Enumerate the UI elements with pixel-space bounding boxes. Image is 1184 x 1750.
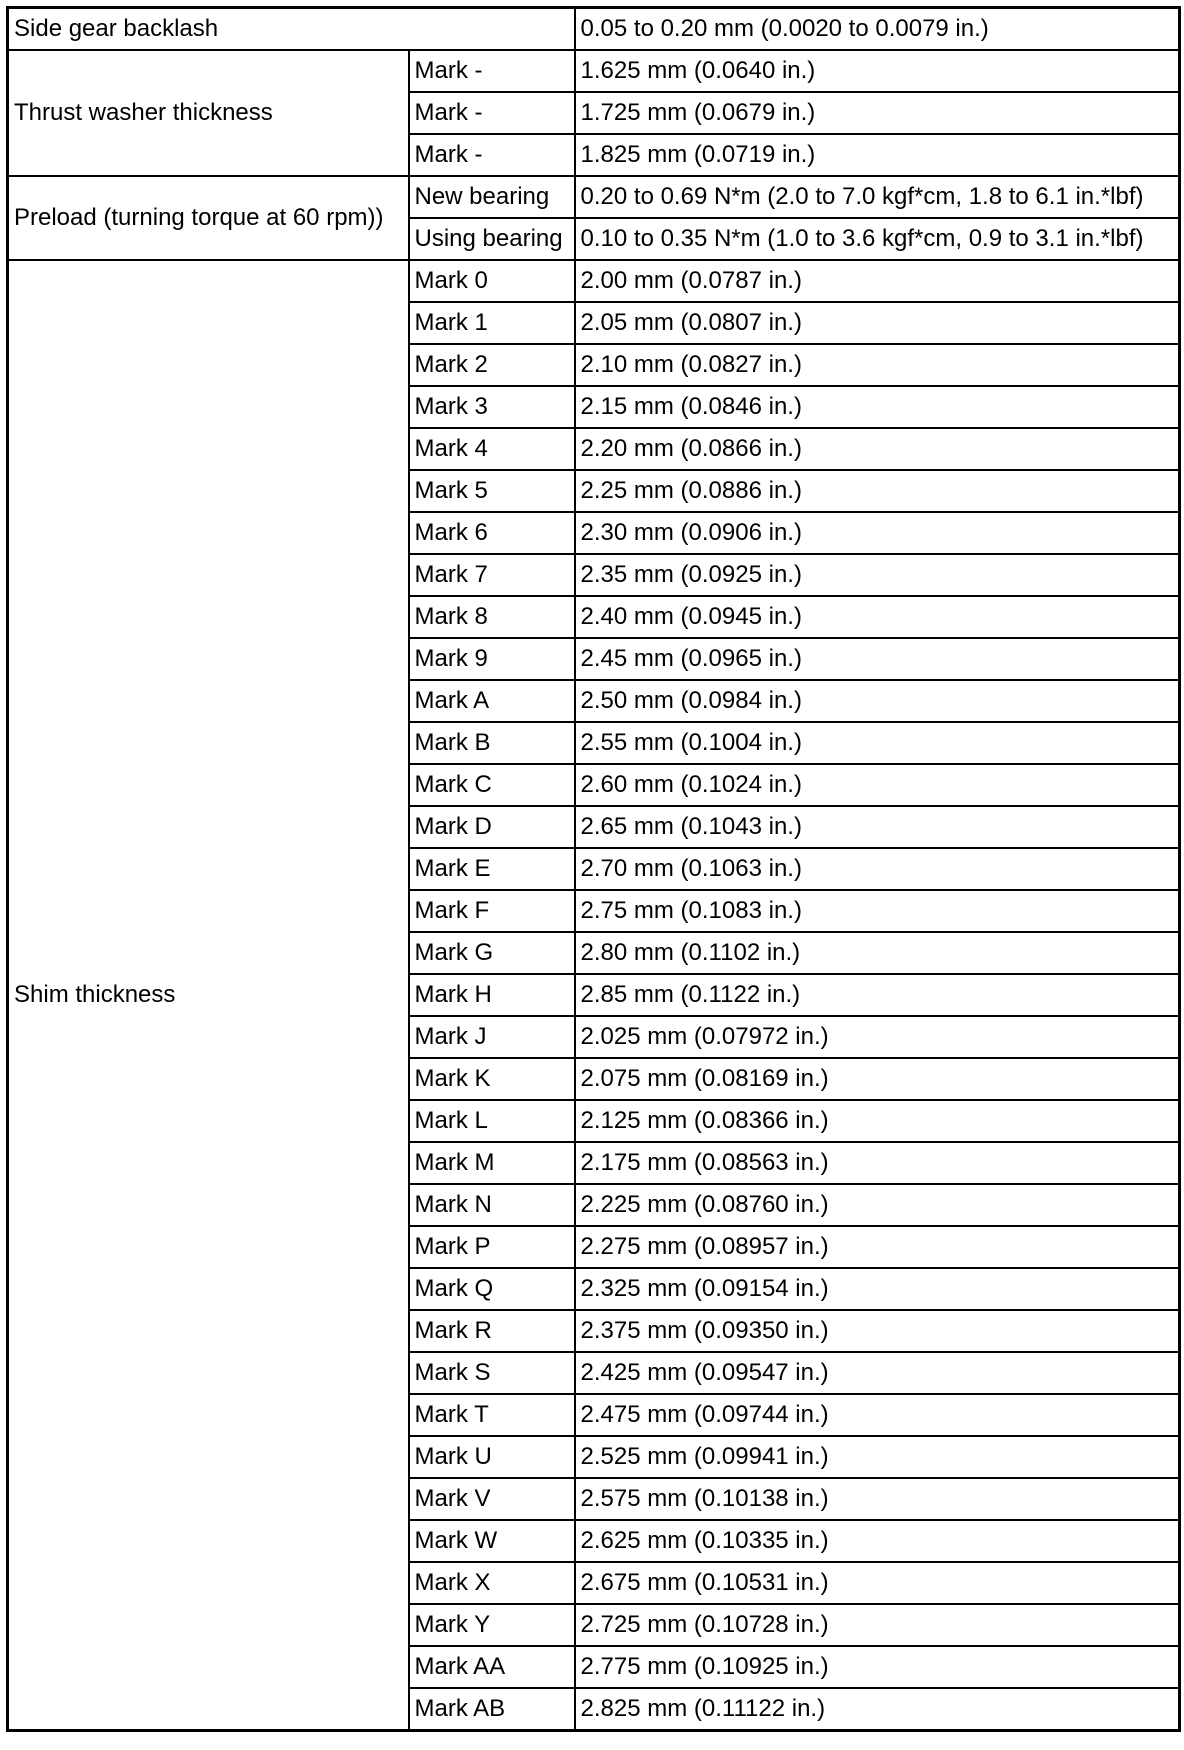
spec-table [6,6,1181,1732]
shim-value: 2.80 mm (0.1102 in.) [575,932,1180,974]
row-side-gear-backlash [8,8,1180,51]
thrust-washer-label: Thrust washer thickness [8,50,409,176]
shim-value: 2.325 mm (0.09154 in.) [575,1268,1180,1310]
shim-value: 2.625 mm (0.10335 in.) [575,1520,1180,1562]
thrust-washer-mark: Mark - [409,50,575,92]
shim-value: 2.00 mm (0.0787 in.) [575,260,1180,302]
thrust-washer-mark: Mark - [409,92,575,134]
shim-value: 2.60 mm (0.1024 in.) [575,764,1180,806]
shim-mark: Mark H [409,974,575,1016]
preload-label: Preload (turning torque at 60 rpm)) [8,176,409,260]
shim-mark: Mark F [409,890,575,932]
shim-label: Shim thickness [8,260,409,1731]
shim-mark: Mark 1 [409,302,575,344]
shim-value: 2.825 mm (0.11122 in.) [575,1688,1180,1731]
shim-value: 2.575 mm (0.10138 in.) [575,1478,1180,1520]
shim-mark: Mark T [409,1394,575,1436]
shim-value: 2.45 mm (0.0965 in.) [575,638,1180,680]
shim-mark: Mark 6 [409,512,575,554]
shim-value: 2.15 mm (0.0846 in.) [575,386,1180,428]
shim-mark: Mark C [409,764,575,806]
preload-row [8,176,1180,218]
shim-mark: Mark 7 [409,554,575,596]
shim-value: 2.50 mm (0.0984 in.) [575,680,1180,722]
shim-value: 2.775 mm (0.10925 in.) [575,1646,1180,1688]
shim-value: 2.05 mm (0.0807 in.) [575,302,1180,344]
shim-value: 2.35 mm (0.0925 in.) [575,554,1180,596]
thrust-washer-mark: Mark - [409,134,575,176]
shim-mark: Mark K [409,1058,575,1100]
shim-mark: Mark 5 [409,470,575,512]
shim-mark: Mark P [409,1226,575,1268]
shim-value: 2.475 mm (0.09744 in.) [575,1394,1180,1436]
shim-mark: Mark B [409,722,575,764]
shim-mark: Mark D [409,806,575,848]
shim-mark: Mark 9 [409,638,575,680]
thrust-washer-value: 1.625 mm (0.0640 in.) [575,50,1180,92]
shim-mark: Mark L [409,1100,575,1142]
shim-mark: Mark N [409,1184,575,1226]
shim-mark: Mark 4 [409,428,575,470]
thrust-washer-row [8,50,1180,92]
shim-mark: Mark 0 [409,260,575,302]
shim-mark: Mark V [409,1478,575,1520]
shim-value: 2.65 mm (0.1043 in.) [575,806,1180,848]
shim-mark: Mark A [409,680,575,722]
shim-mark: Mark 3 [409,386,575,428]
thrust-washer-value: 1.725 mm (0.0679 in.) [575,92,1180,134]
shim-mark: Mark E [409,848,575,890]
shim-value: 2.25 mm (0.0886 in.) [575,470,1180,512]
shim-mark: Mark W [409,1520,575,1562]
shim-value: 2.725 mm (0.10728 in.) [575,1604,1180,1646]
shim-value: 2.30 mm (0.0906 in.) [575,512,1180,554]
shim-value: 2.20 mm (0.0866 in.) [575,428,1180,470]
shim-mark: Mark Y [409,1604,575,1646]
shim-value: 2.55 mm (0.1004 in.) [575,722,1180,764]
shim-mark: Mark G [409,932,575,974]
spec-table-body [8,8,1180,1731]
shim-mark: Mark U [409,1436,575,1478]
shim-value: 2.275 mm (0.08957 in.) [575,1226,1180,1268]
shim-value: 2.125 mm (0.08366 in.) [575,1100,1180,1142]
shim-value: 2.375 mm (0.09350 in.) [575,1310,1180,1352]
preload-value: 0.10 to 0.35 N*m (1.0 to 3.6 kgf*cm, 0.9 to 3.1 in.*lbf) [575,218,1180,260]
side-gear-backlash-label: Side gear backlash [8,8,575,51]
shim-mark: Mark Q [409,1268,575,1310]
shim-mark: Mark J [409,1016,575,1058]
shim-value: 2.075 mm (0.08169 in.) [575,1058,1180,1100]
shim-mark: Mark X [409,1562,575,1604]
preload-mark: Using bearing [409,218,575,260]
shim-value: 2.70 mm (0.1063 in.) [575,848,1180,890]
shim-mark: Mark M [409,1142,575,1184]
shim-mark: Mark AB [409,1688,575,1731]
shim-value: 2.175 mm (0.08563 in.) [575,1142,1180,1184]
spec-sheet [6,6,1178,1732]
side-gear-backlash-value: 0.05 to 0.20 mm (0.0020 to 0.0079 in.) [575,8,1180,51]
shim-mark: Mark 2 [409,344,575,386]
shim-value: 2.525 mm (0.09941 in.) [575,1436,1180,1478]
shim-value: 2.025 mm (0.07972 in.) [575,1016,1180,1058]
shim-value: 2.75 mm (0.1083 in.) [575,890,1180,932]
preload-mark: New bearing [409,176,575,218]
shim-value: 2.225 mm (0.08760 in.) [575,1184,1180,1226]
shim-mark: Mark AA [409,1646,575,1688]
shim-value: 2.10 mm (0.0827 in.) [575,344,1180,386]
shim-value: 2.85 mm (0.1122 in.) [575,974,1180,1016]
shim-value: 2.675 mm (0.10531 in.) [575,1562,1180,1604]
shim-value: 2.40 mm (0.0945 in.) [575,596,1180,638]
preload-value: 0.20 to 0.69 N*m (2.0 to 7.0 kgf*cm, 1.8 to 6.1 in.*lbf) [575,176,1180,218]
thrust-washer-value: 1.825 mm (0.0719 in.) [575,134,1180,176]
shim-mark: Mark 8 [409,596,575,638]
shim-mark: Mark R [409,1310,575,1352]
shim-row [8,260,1180,302]
shim-mark: Mark S [409,1352,575,1394]
shim-value: 2.425 mm (0.09547 in.) [575,1352,1180,1394]
